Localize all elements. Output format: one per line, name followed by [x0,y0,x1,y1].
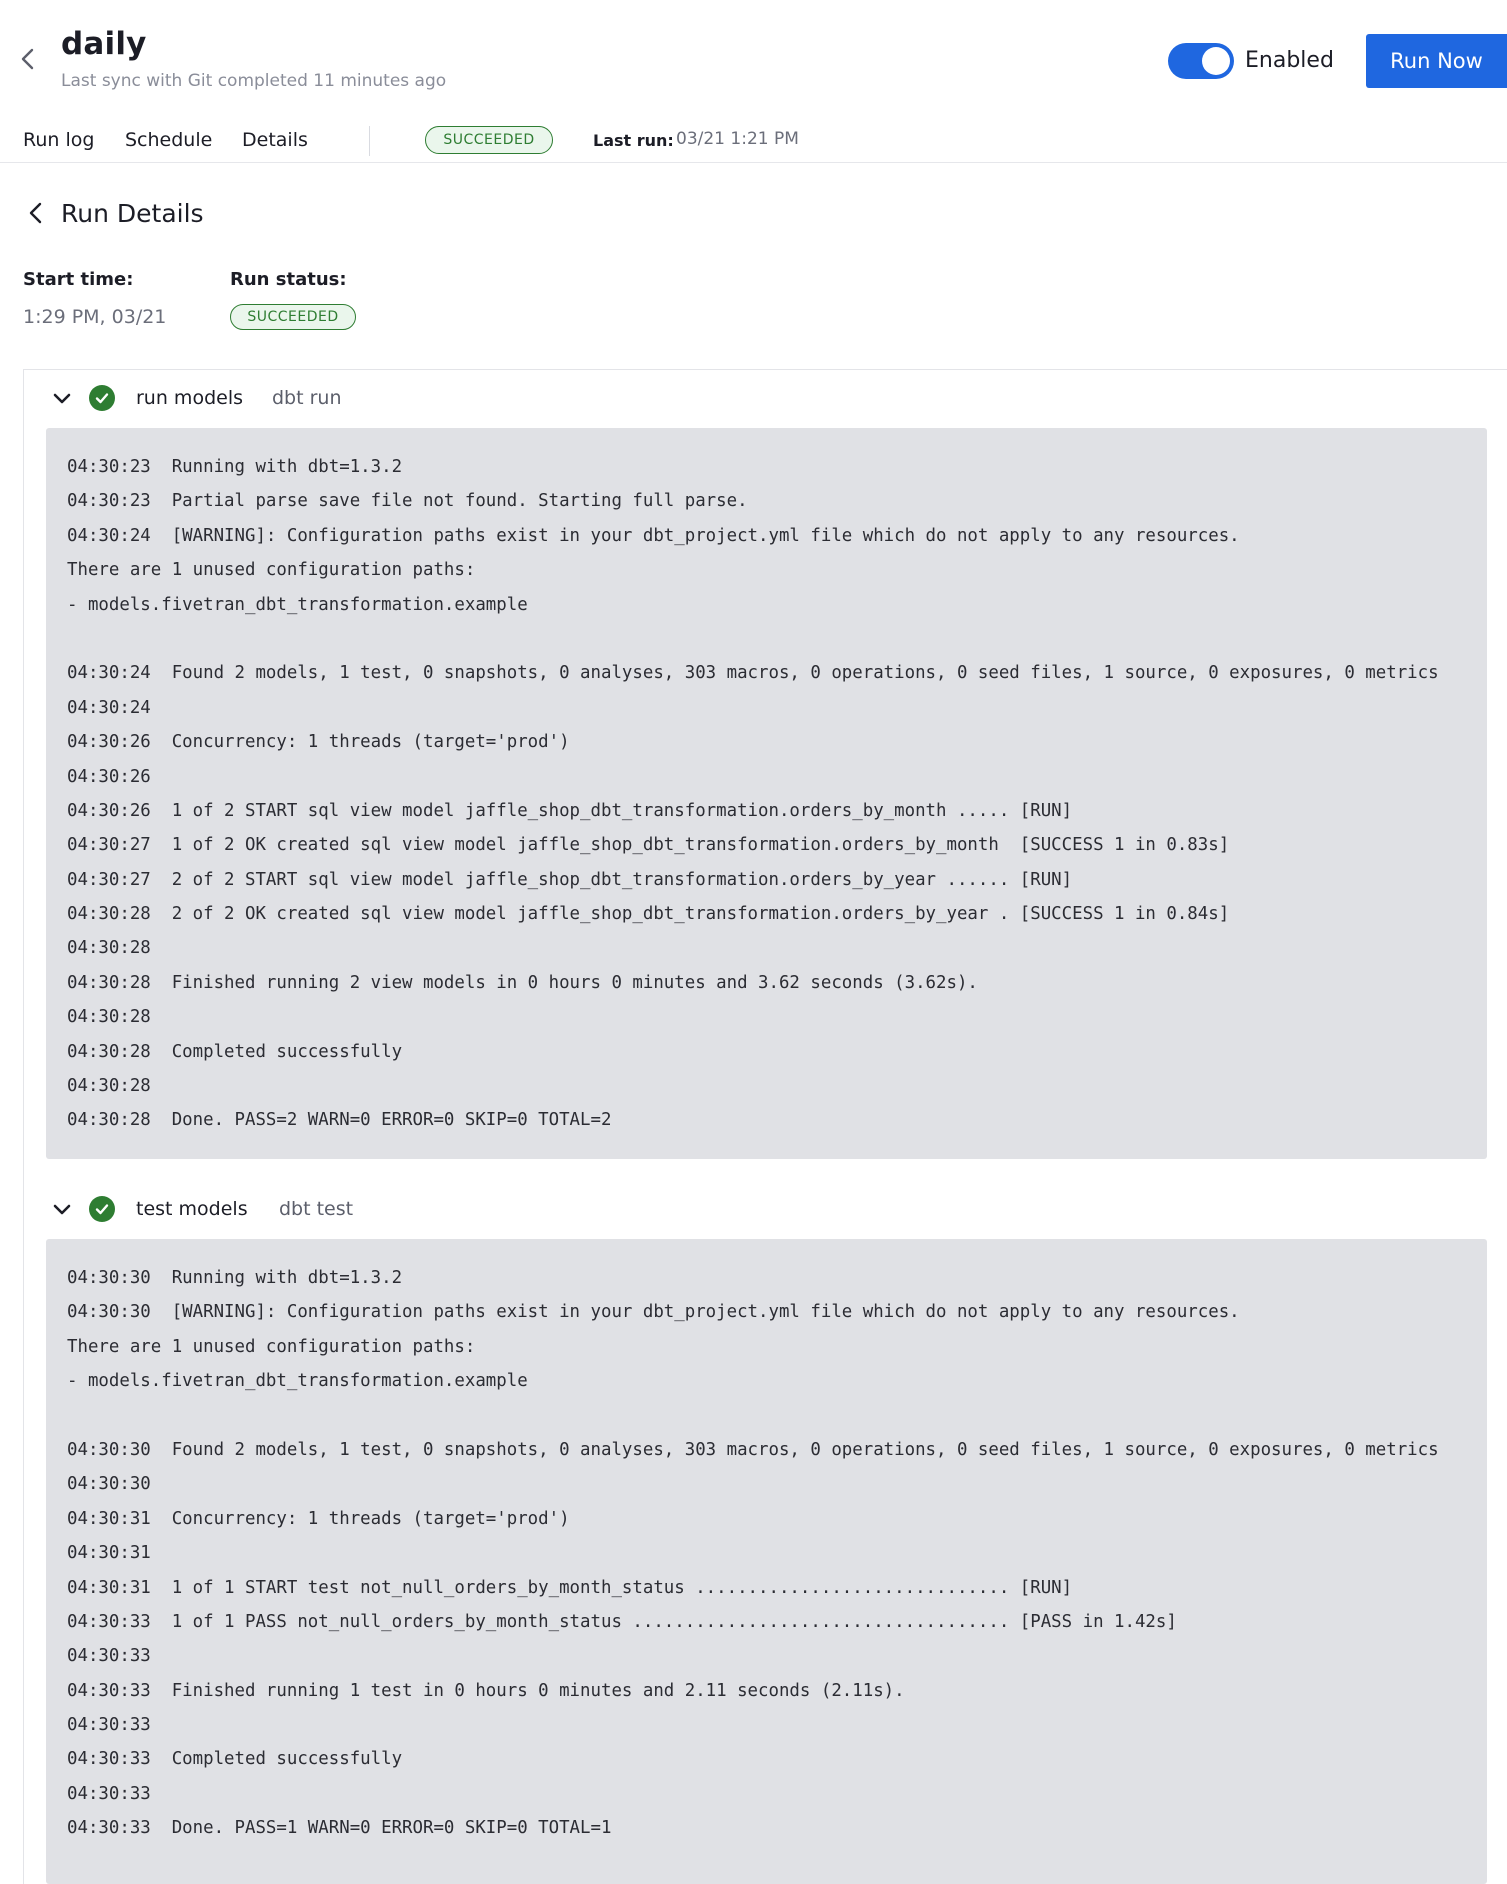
check-circle-icon [89,385,115,411]
tab-run-log[interactable]: Run log [23,129,95,151]
log-line: - models.fivetran_dbt_transformation.example [67,1371,528,1392]
header-divider [0,162,1507,163]
step-name: test models [136,1198,248,1220]
log-line: 04:30:31 [67,1543,151,1564]
run-status-label: Run status: [230,269,347,290]
log-line: 04:30:33 [67,1646,151,1667]
run-now-button[interactable]: Run Now [1366,34,1507,88]
status-badge: SUCCEEDED [425,126,553,154]
log-line: 04:30:30 [67,1474,151,1495]
log-line: 04:30:28 [67,938,151,959]
log-line: 04:30:27 1 of 2 OK created sql view model jaffle_shop_dbt_transformation.orders_by_month [SUCCESS 1 in 0.83s] [67,835,1230,856]
log-line: 04:30:33 [67,1715,151,1736]
back-arrow-icon[interactable] [26,200,46,226]
log-line: 04:30:24 [67,697,151,718]
log-line: 04:30:23 Partial parse save file not found. Starting full parse. [67,491,748,512]
log-line: 04:30:23 Running with dbt=1.3.2 [67,457,403,477]
log-line: 04:30:28 Completed successfully [67,1041,403,1062]
log-line: 04:30:33 Done. PASS=1 WARN=0 ERROR=0 SKIP=0 TOTAL=1 [67,1818,612,1839]
log-line [67,622,1487,656]
log-line: There are 1 unused configuration paths: [67,1336,476,1357]
log-line: 04:30:33 Completed successfully [67,1749,403,1770]
log-line: 04:30:30 [WARNING]: Configuration paths exist in your dbt_project.yml file which do not apply to any resources. [67,1302,1240,1323]
log-line: 04:30:28 Done. PASS=2 WARN=0 ERROR=0 SKIP=0 TOTAL=2 [67,1110,612,1131]
last-run-value: 03/21 1:21 PM [676,129,799,149]
log-line: 04:30:33 1 of 1 PASS not_null_orders_by_month_status .................................... [PASS in 1.42s] [67,1611,1177,1632]
log-line [67,1399,1487,1433]
page-title: daily [61,26,147,62]
run-status-badge: SUCCEEDED [230,304,356,330]
log-line: 04:30:33 [67,1783,151,1804]
log-line: 04:30:30 Found 2 models, 1 test, 0 snapshots, 0 analyses, 303 macros, 0 operations, 0 seed files, 1 source, 0 exposures, 0 metrics [67,1439,1439,1460]
log-output [46,428,1487,1159]
log-line: 04:30:27 2 of 2 START sql view model jaffle_shop_dbt_transformation.orders_by_year ...... [RUN] [67,869,1073,890]
chevron-down-icon[interactable] [51,1199,73,1221]
log-line: 04:30:28 [67,1076,151,1097]
tab-details[interactable]: Details [242,129,308,151]
step-header-test-models[interactable] [0,1191,1507,1231]
log-line: 04:30:24 [WARNING]: Configuration paths exist in your dbt_project.yml file which do not apply to any resources. [67,525,1240,546]
log-line: - models.fivetran_dbt_transformation.example [67,594,528,615]
step-name: run models [136,387,243,409]
last-run-label: Last run: [593,131,674,150]
tab-divider [369,126,370,156]
chevron-down-icon[interactable] [51,388,73,410]
log-line: 04:30:30 Running with dbt=1.3.2 [67,1268,403,1288]
log-line: 04:30:24 Found 2 models, 1 test, 0 snapshots, 0 analyses, 303 macros, 0 operations, 0 seed files, 1 source, 0 exposures, 0 metrics [67,663,1439,684]
log-line: 04:30:28 Finished running 2 view models in 0 hours 0 minutes and 3.62 seconds (3.62s). [67,972,978,993]
log-line: 04:30:33 Finished running 1 test in 0 hours 0 minutes and 2.11 seconds (2.11s). [67,1680,905,1701]
step-header-run-models[interactable] [0,380,1507,420]
log-output [46,1239,1487,1884]
log-line: 04:30:28 2 of 2 OK created sql view model jaffle_shop_dbt_transformation.orders_by_year . [SUCCESS 1 in 0.84s] [67,904,1230,925]
back-arrow-icon[interactable] [18,46,38,72]
enabled-toggle[interactable] [1168,43,1234,79]
log-line: 04:30:26 [67,766,151,787]
start-time-value: 1:29 PM, 03/21 [23,306,167,328]
log-line: 04:30:31 1 of 1 START test not_null_orders_by_month_status .............................. [RUN] [67,1577,1073,1598]
log-line: 04:30:26 1 of 2 START sql view model jaffle_shop_dbt_transformation.orders_by_month ..... [RUN] [67,800,1073,821]
log-line: 04:30:26 Concurrency: 1 threads (target='prod') [67,732,570,753]
check-circle-icon [89,1196,115,1222]
git-sync-status: Last sync with Git completed 11 minutes ago [61,71,447,91]
log-line: There are 1 unused configuration paths: [67,560,476,581]
toggle-knob [1202,47,1230,75]
run-details-title: Run Details [61,199,204,228]
toggle-label: Enabled [1245,48,1334,73]
tab-schedule[interactable]: Schedule [125,129,213,151]
log-line: 04:30:28 [67,1007,151,1028]
log-line: 04:30:31 Concurrency: 1 threads (target='prod') [67,1508,570,1529]
step-command: dbt test [279,1198,354,1220]
start-time-label: Start time: [23,269,134,290]
step-command: dbt run [272,387,342,409]
